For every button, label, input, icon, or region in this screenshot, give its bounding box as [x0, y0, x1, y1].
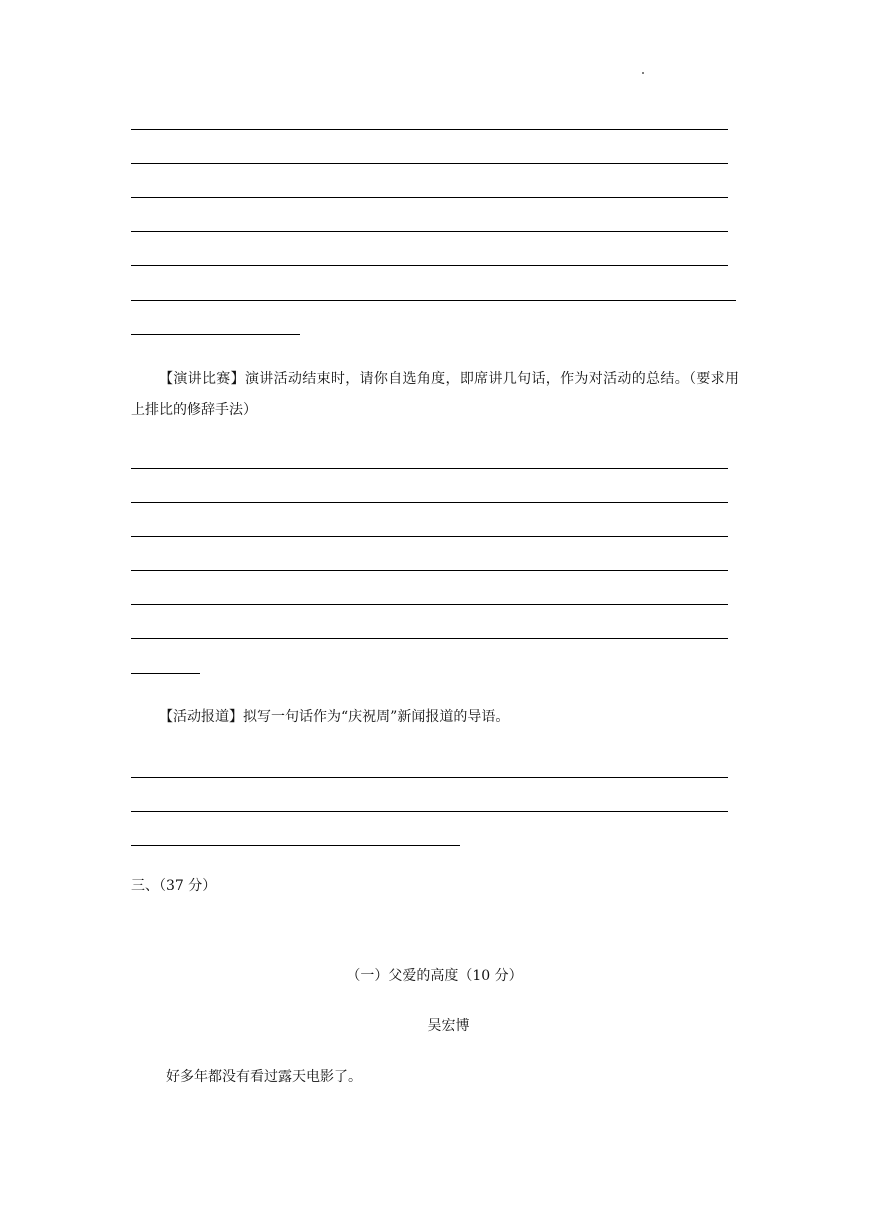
activity-report-text: 拟写一句话作为“庆祝周”新闻报道的导语。: [243, 709, 510, 725]
answer-line[interactable]: [131, 197, 728, 198]
answer-line[interactable]: [131, 536, 728, 537]
answer-line[interactable]: [131, 604, 728, 605]
reading-title: （一）父爱的高度（10 分）: [346, 968, 523, 984]
part-three-heading: 三、（37 分）: [131, 878, 217, 894]
answer-line[interactable]: [131, 811, 728, 812]
answer-line[interactable]: [131, 300, 736, 301]
page-mark-dot: [642, 72, 644, 74]
answer-line[interactable]: [131, 129, 728, 130]
answer-line[interactable]: [131, 845, 460, 846]
speech-contest-prompt: [131, 364, 739, 426]
answer-line[interactable]: [131, 502, 728, 503]
activity-report-prompt: [131, 702, 739, 733]
answer-line[interactable]: [131, 163, 728, 164]
answer-line[interactable]: [131, 265, 728, 266]
answer-line[interactable]: [131, 468, 728, 469]
speech-contest-tag: 【演讲比赛】: [159, 371, 245, 387]
answer-line[interactable]: [131, 334, 300, 335]
answer-line[interactable]: [131, 570, 728, 571]
reading-author: 吴宏博: [427, 1018, 470, 1034]
answer-line[interactable]: [131, 638, 728, 639]
answer-line[interactable]: [131, 673, 200, 674]
answer-line[interactable]: [131, 231, 728, 232]
activity-report-tag: 【活动报道】: [159, 709, 243, 725]
answer-line[interactable]: [131, 777, 728, 778]
speech-contest-text: 演讲活动结束时，请你自选角度，即席讲几句话，作为对活动的总结。（要求用上排比的修辞手法）: [131, 371, 740, 418]
reading-first-paragraph: 好多年都没有看过露天电影了。: [166, 1069, 362, 1085]
